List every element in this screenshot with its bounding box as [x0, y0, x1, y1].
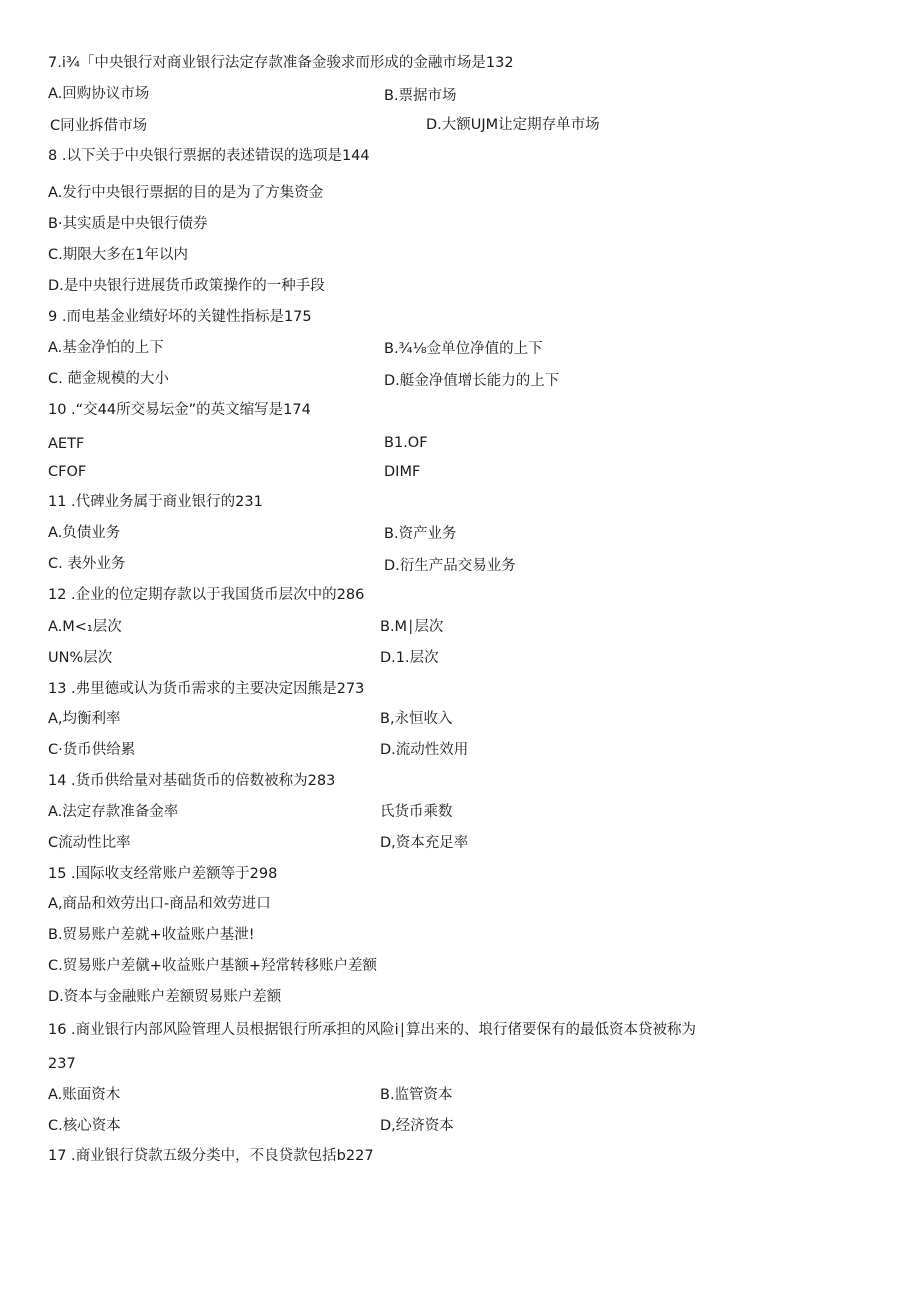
- question-10-option-d: DIMF: [384, 464, 421, 480]
- question-12-stem: 12 .企业的位定期存款以于我国货币层次中的286: [48, 587, 365, 603]
- question-16-option-a: A.账面资木: [48, 1087, 121, 1103]
- question-13-stem: 13 .弗里德或认为货币需求的主要决定因熊是273: [48, 681, 365, 697]
- question-8-option-a: A.发行中央银行票据的目的是为了方集资金: [48, 185, 324, 201]
- question-15-option-d: D.资本与金融账户差额贸易账户差额: [48, 989, 282, 1005]
- question-14-option-c: C流动性比率: [48, 835, 131, 851]
- question-15-stem: 15 .国际收支经常账户差额等于298: [48, 866, 278, 882]
- question-8-stem: 8 .以下关于中央银行票据的表述错误的选项是144: [48, 148, 370, 164]
- question-16-option-d: D,经济资本: [380, 1118, 454, 1134]
- question-14-stem: 14 .货币供给量对基础货币的倍数被称为283: [48, 773, 336, 789]
- question-9-stem: 9 .而电基金业绩好坏的关键性指标是175: [48, 309, 312, 325]
- question-9-option-d: D.艇金净值增长能力的上下: [384, 373, 560, 389]
- question-16-stem: 16 .商业银行内部风险管理人员根据银行所承担的风险i∣算出来的、埌行偖要保有的最低资本贷被称为: [48, 1022, 696, 1038]
- question-11-option-c: C. 表外业务: [48, 556, 126, 572]
- question-12-option-b: B.M∣层次: [380, 619, 444, 635]
- question-14-option-d: D,资本充足率: [380, 835, 469, 851]
- question-9-option-b: B.¾⅛佥单位净值的上下: [384, 341, 543, 357]
- question-9-option-a: A.基金净怕的上下: [48, 340, 164, 356]
- question-13-option-b: B,永恒收入: [380, 711, 453, 727]
- question-10-option-b: B1.OF: [384, 435, 428, 451]
- question-15-option-b: B.贸易账户差就+收益账户基泄!: [48, 927, 255, 943]
- question-17-stem: 17 .商业银行贷款五级分类中，不良贷款包括b227: [48, 1148, 374, 1164]
- question-13-option-a: A,均衡利率: [48, 711, 121, 727]
- question-7-option-b: B.票据市场: [384, 88, 457, 104]
- question-7-stem: 7.i¾「中央银行对商业银行法定存款准备金骏求而形成的金融市场是132: [48, 55, 514, 71]
- question-14-option-a: A.法定存款准备金率: [48, 804, 179, 820]
- question-7-option-d: D.大额UJM让定期存单市场: [426, 117, 600, 133]
- question-12-option-a: A.M<₁层次: [48, 619, 122, 635]
- question-16-option-b: B.监管资本: [380, 1087, 453, 1103]
- question-16-stem-continuation: 237: [48, 1056, 76, 1072]
- question-8-option-c: C.期限大多在1年以内: [48, 247, 188, 263]
- question-15-option-c: C.贸易账户差僦+收益账户基额+羟常转移账户差额: [48, 958, 378, 974]
- question-11-option-b: B.资产业务: [384, 526, 457, 542]
- question-11-option-a: A.负债业务: [48, 525, 121, 541]
- question-14-option-b: 氏货币乘数: [380, 804, 453, 820]
- question-12-option-c: UN%层次: [48, 650, 113, 666]
- question-15-option-a: A,商品和效劳出口-商品和效劳进口: [48, 896, 271, 912]
- question-16-option-c: C.核心资本: [48, 1118, 121, 1134]
- question-11-option-d: D.衍生产品交易业务: [384, 558, 516, 574]
- question-11-stem: 11 .代碑业务属于商业银行的231: [48, 494, 263, 510]
- question-8-option-b: B·其实质是中央银行债券: [48, 216, 208, 232]
- question-10-option-a: AETF: [48, 436, 85, 452]
- question-10-stem: 10 .“交44所交易坛金”的英文缩写是174: [48, 402, 311, 418]
- question-8-option-d: D.是中央银行进展货币政策操作的一种手段: [48, 278, 325, 294]
- question-7-option-c: C同业拆借市场: [50, 118, 148, 134]
- question-7-option-a: A.回购协议市场: [48, 86, 150, 102]
- question-12-option-d: D.1.层次: [380, 650, 439, 666]
- question-10-option-c: CFOF: [48, 464, 87, 480]
- question-13-option-d: D.流动性效用: [380, 742, 469, 758]
- question-13-option-c: C·货币供给累: [48, 742, 136, 758]
- question-9-option-c: C. 葩金规模的大小: [48, 371, 169, 387]
